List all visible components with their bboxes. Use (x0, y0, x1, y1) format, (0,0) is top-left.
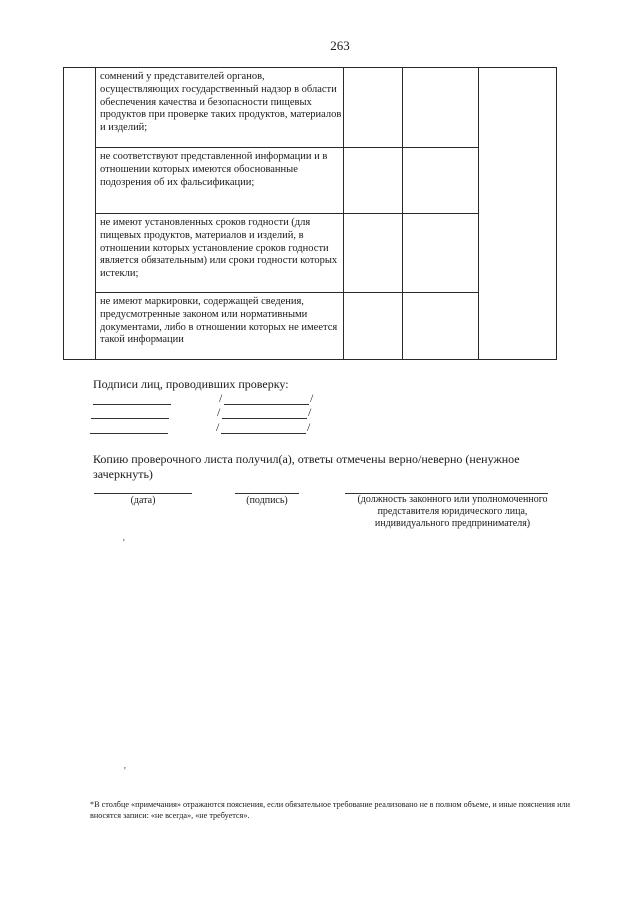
slash-separator: / (217, 405, 221, 419)
page-number: 263 (330, 38, 350, 53)
answer-no-cell (403, 148, 479, 214)
signature-line (91, 418, 169, 419)
answer-yes-cell (344, 214, 403, 293)
date-caption: (дата) (130, 495, 156, 506)
stray-mark: ' (124, 766, 126, 777)
answer-no-cell (403, 68, 479, 148)
signature-line (93, 404, 171, 405)
signatures-heading: Подписи лиц, проводивших проверку: (93, 377, 289, 391)
slash-separator: / (307, 420, 311, 434)
answer-no-cell (403, 214, 479, 293)
answer-yes-cell (344, 148, 403, 214)
requirement-cell: не имеют установленных сроков годности (для пищевых продуктов, материалов и изделий, в отношении которых установление сроков годности является обязательным) или сроки годности которых истекли; (96, 214, 344, 293)
answer-yes-cell (344, 293, 403, 360)
signature-caption: (подпись) (246, 495, 288, 506)
name-line (224, 404, 309, 405)
copy-received-text: Копию проверочного листа получил(а), ответы отмечены верно/неверно (ненужное зачеркнуть) (93, 452, 520, 481)
stray-mark: ' (123, 538, 125, 549)
slash-separator: / (308, 405, 312, 419)
checklist-table (63, 67, 557, 360)
date-line (94, 493, 192, 494)
name-line (222, 418, 307, 419)
name-line (221, 433, 306, 434)
requirement-cell: сомнений у представителей органов, осуществляющих государственный надзор в области обеспечения качества и безопасности пищевых продуктов при проверке таких продуктов, материалов и изделий; (96, 68, 344, 148)
requirement-cell: не соответствуют представленной информации и в отношении которых имеются обоснованные подозрения об их фальсификации; (96, 148, 344, 214)
requirement-cell: не имеют маркировки, содержащей сведения, предусмотренные законом или нормативными документами, либо в отношении которых не имеется такой информации (96, 293, 344, 360)
notes-cell (479, 68, 557, 360)
table-row (64, 68, 557, 148)
signature-line (90, 433, 168, 434)
slash-separator: / (310, 391, 314, 405)
signature-line (235, 493, 299, 494)
answer-no-cell (403, 293, 479, 360)
slash-separator: / (216, 420, 220, 434)
answer-yes-cell (344, 68, 403, 148)
footnote: *В столбце «примечания» отражаются пояснения, если обязательное требование реализовано не в полном объеме, и иные пояснения или вносятся записи: «не всегда», «не требуется». (90, 800, 570, 820)
row-number-cell (64, 68, 96, 360)
position-caption: (должность законного или уполномоченного представителя юридического лица, индивидуального предпринимателя) (357, 494, 548, 529)
slash-separator: / (219, 391, 223, 405)
